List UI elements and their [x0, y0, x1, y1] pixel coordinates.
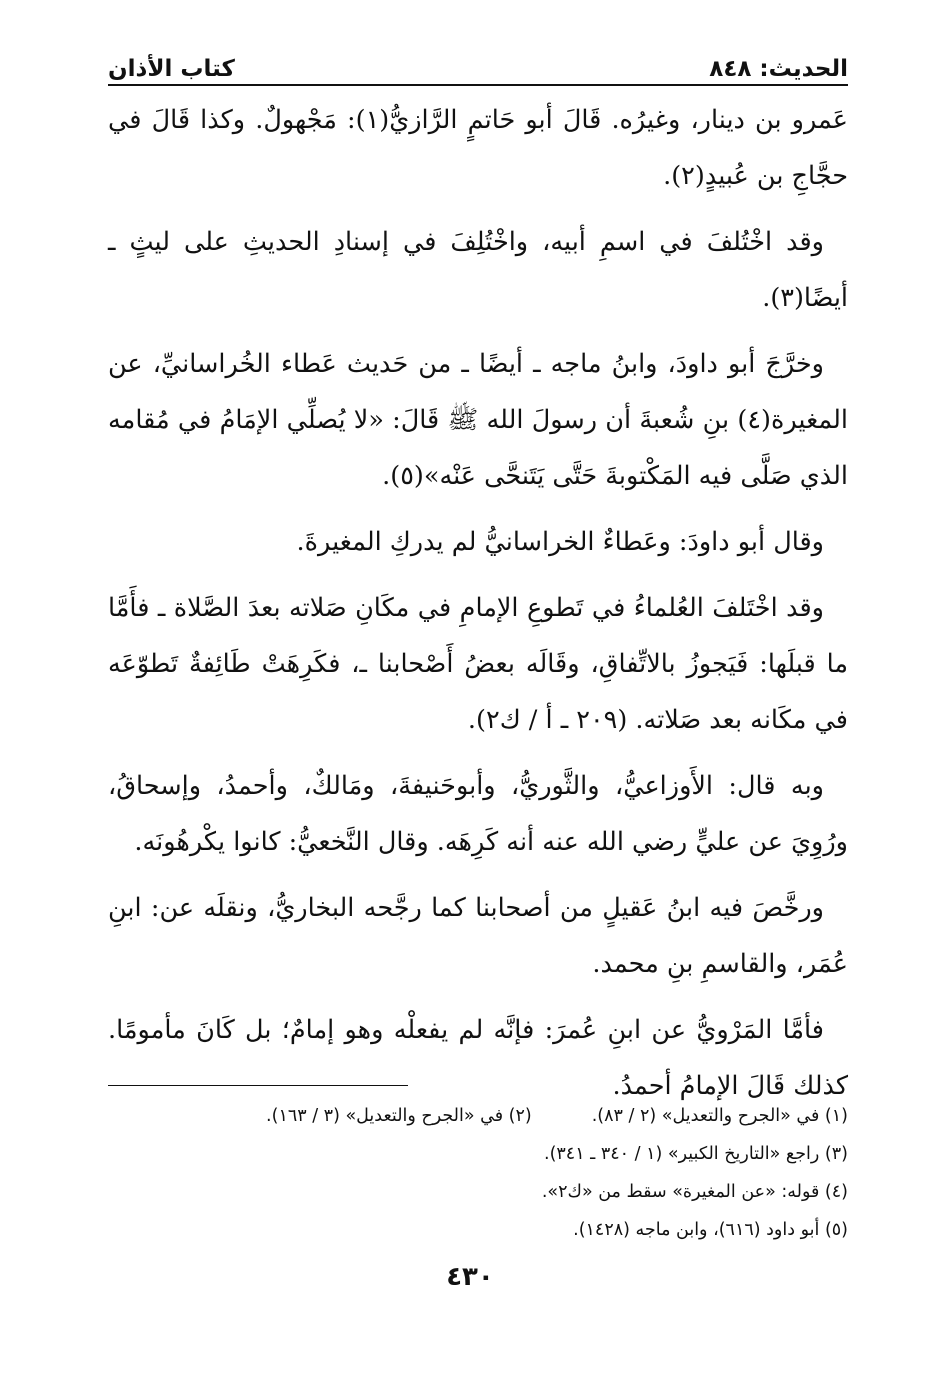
main-text [108, 92, 848, 1124]
paragraph-8: فأمَّا المَرْويُّ عن ابنِ عُمرَ: فإنَّه لم يفعلْه وهو إمامٌ؛ بل كَانَ مأمومًا. كذلك قَالَ الإمامُ أحمدُ. [108, 1015, 848, 1101]
footnote-4: (٤) قوله: «عن المغيرة» سقط من «ك٢». [541, 1182, 848, 1202]
paragraph-5: وقد اخْتَلفَ العُلماءُ في تَطوعِ الإمامِ في مكَانِ صَلاته بعدَ الصَّلاة ـ فأَمَّا ما قبلَها: فَيَجوزُ بالاتِّفاقِ، وقَالَه بعضُ أَصْحابنا ـ، فكَرِهَتْ طَائِفةٌ تَطوّعَه في مكَانه بعد صَلاته. (٢٠٩ ـ أ / ك٢). [108, 593, 848, 735]
page-header [108, 40, 848, 82]
paragraph-6: وبه قال: الأَوزاعيُّ، والثَّوريُّ، وأبوحَنيفةَ، ومَالكٌ، وأحمدُ، وإسحاقُ، ورُوِيَ عن عليٍّ رضي الله عنه أنه كَرِهَه. وقال النَّخعيُّ: كانوا يكْرهُونَه. [108, 771, 848, 857]
footnote-3: (٣) راجع «التاريخ الكبير» (١ / ٣٤٠ ـ ٣٤١). [544, 1144, 848, 1164]
paragraph-7: ورخَّصَ فيه ابنُ عَقيلٍ من أصحابنا كما رجَّحه البخاريُّ، ونقلَه عن: ابنِ عُمَر، والقاسمِ بنِ محمد. [108, 893, 848, 979]
footnote-row [108, 1097, 848, 1135]
paragraph-1: عَمرو بن دينار، وغيرُه. قَالَ أبو حَاتمٍ الرَّازيُّ(١): مَجْهولٌ. وكذا قَالَ في حجَّاجِ بن عُبيدٍ(٢). [108, 105, 849, 191]
footnote-1: (١) في «الجرح والتعديل» (٢ / ٨٣). [591, 1106, 848, 1126]
paragraph-4: وقال أبو داودَ: وعَطاءٌ الخراسانيُّ لم يدركِ المغيرةَ. [296, 527, 824, 557]
paragraph-3: وخرَّجَ أبو داودَ، وابنُ ماجه ـ أيضًا ـ من حَديث عَطاء الخُراسانيِّ، عن المغيرة(٤) بنِ شُعبةَ أن رسولَ الله ﷺ قَالَ: «لا يُصلِّي الإمَامُ في مُقامه الذي صَلَّى فيه المَكْتوبةَ حَتَّى يَتَنحَّى عَنْه»(٥). [108, 349, 848, 491]
chapter-title-heading: كتاب الأذان [108, 56, 235, 82]
footnote-5: (٥) أبو داود (٦١٦)، وابن ماجه (١٤٢٨). [573, 1220, 848, 1240]
header-divider [108, 84, 848, 86]
footnote-divider [108, 1085, 408, 1086]
paragraph-2: وقد اخْتُلفَ في اسمِ أبيه، واخْتُلِفَ في إسنادِ الحديثِ على ليثٍ ـ أيضًا(٣). [108, 227, 848, 313]
footnotes [108, 1097, 848, 1249]
page-number: ٤٣٠ [446, 1262, 494, 1292]
footnote-2: (٢) في «الجرح والتعديل» (٣ / ١٦٣). [266, 1106, 532, 1126]
hadith-number-heading: الحديث: ٨٤٨ [709, 56, 848, 82]
